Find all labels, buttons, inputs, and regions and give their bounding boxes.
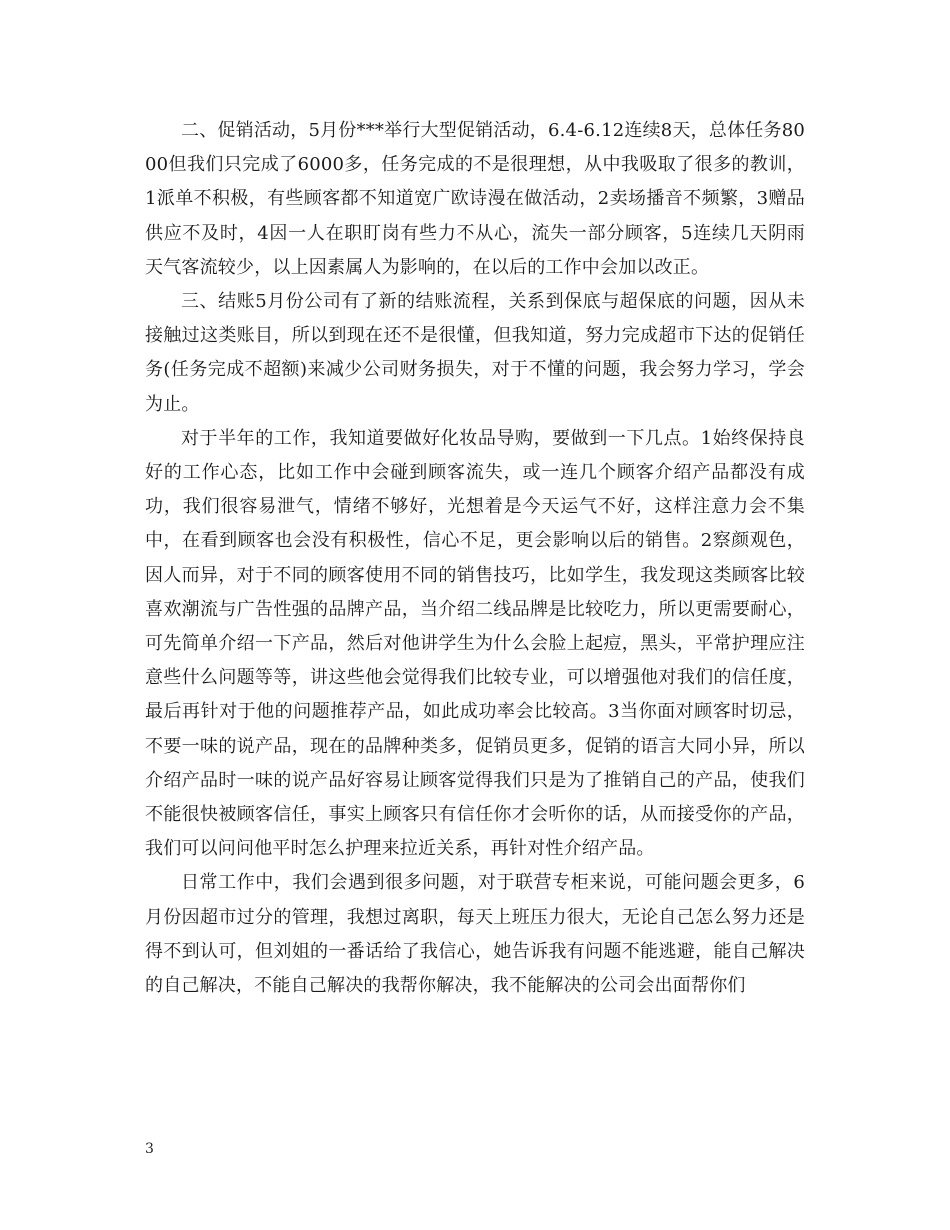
paragraph-settlement: 三、结账5月份公司有了新的结账流程，关系到保底与超保底的问题，因从未接触过这类账目，所以到现在还不是很懂，但我知道，努力完成超市下达的促销任务(任务完成不超额)来减少公司财务损失，对于不懂的问题，我会努力学习，学会为止。 bbox=[145, 291, 805, 415]
document-body bbox=[145, 114, 805, 1003]
paragraph-half-year-work: 对于半年的工作，我知道要做好化妆品导购，要做到一下几点。1始终保持良好的工作心态，比如工作中会碰到顾客流失，或一连几个顾客介绍产品都没有成功，我们很容易泄气，情绪不够好，光想着是今天运气不好，这样注意力会不集中，在看到顾客也会没有积极性，信心不足，更会影响以后的销售。2察颜观色，因人而异，对于不同的顾客使用不同的销售技巧，比如学生，我发现这类顾客比较喜欢潮流与广告性强的品牌产品，当介绍二线品牌是比较吃力，所以更需要耐心，可先简单介绍一下产品，然后对他讲学生为什么会脸上起痘，黑头，平常护理应注意些什么问题等等，讲这些他会觉得我们比较专业，可以增强他对我们的信任度，最后再针对于他的问题推荐产品，如此成功率会比较高。3当你面对顾客时切忌，不要一味的说产品，现在的品牌种类多，促销员更多，促销的语言大同小异，所以介绍产品时一味的说产品好容易让顾客觉得我们只是为了推销自己的产品，使我们不能很快被顾客信任，事实上顾客只有信任你才会听你的话，从而接受你的产品，我们可以问问他平时怎么护理来拉近关系，再针对性介绍产品。 bbox=[145, 427, 805, 860]
paragraph-promotion: 二、促销活动，5月份***举行大型促销活动，6.4-6.12连续8天，总体任务8000但我们只完成了6000多，任务完成的不是很理想，从中我吸取了很多的教训，1派单不积极，有些顾客都不知道宽广欧诗漫在做活动，2卖场播音不频繁，3赠品供应不及时，4因一人在职盯岗有些力不从心，流失一部分顾客，5连续几天阴雨天气客流较少，以上因素属人为影响的，在以后的工作中会加以改正。 bbox=[145, 120, 805, 278]
paragraph-daily-work: 日常工作中，我们会遇到很多问题，对于联营专柜来说，可能问题会更多，6月份因超市过分的管理，我想过离职，每天上班压力很大，无论自己怎么努力还是得不到认可，但刘姐的一番话给了我信心，她告诉我有问题不能逃避，能自己解决的自己解决，不能自己解决的我帮你解决，我不能解决的公司会出面帮你们 bbox=[145, 872, 805, 997]
page-number: 3 bbox=[145, 1141, 154, 1157]
